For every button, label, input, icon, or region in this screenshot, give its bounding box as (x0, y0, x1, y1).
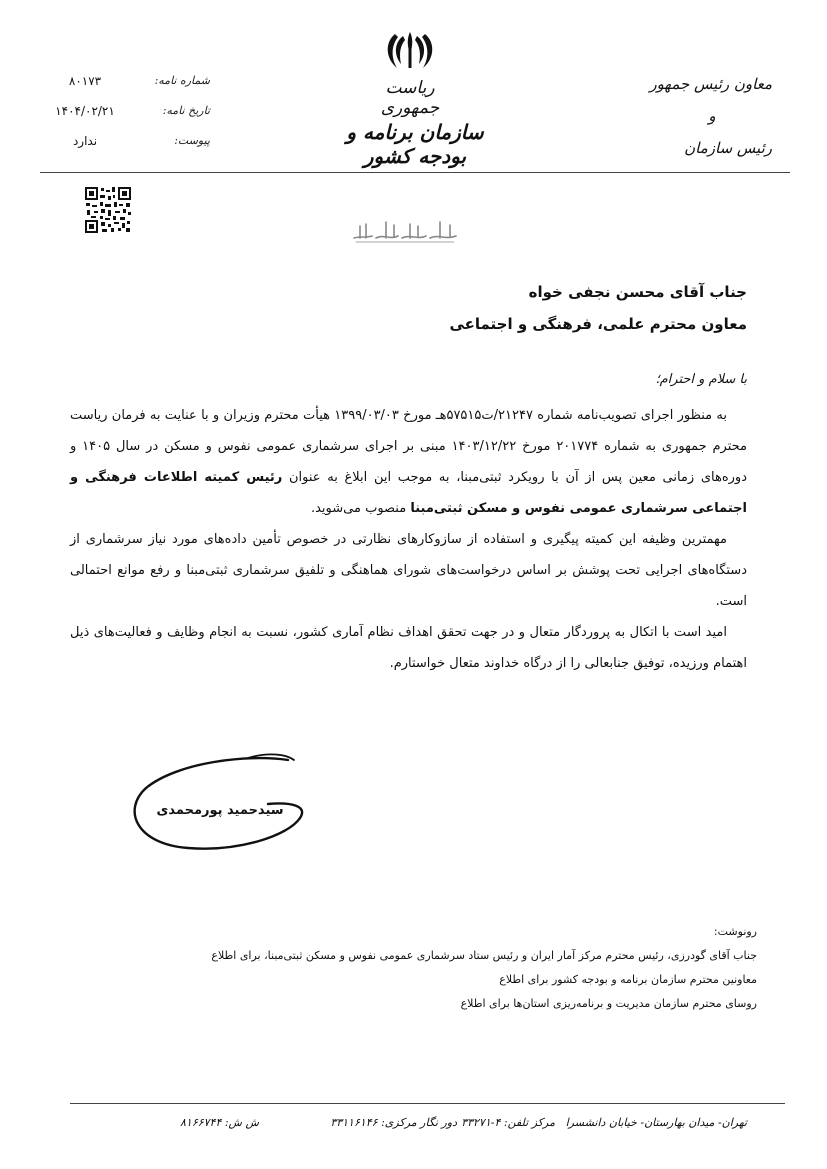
committee-title: رئیس کمیته اطلاعات فرهنگی و اجتماعی سرشماری عمومی نفوس و مسکن ثبتی‌مبنا (70, 470, 747, 516)
signatory-name: سیدحمید پورمحمدی (156, 803, 284, 818)
cc-item: جناب آقای گودرزی، رئیس محترم مرکز آمار ایران و رئیس ستاد سرشماری عمومی نفوس و مسکن ثبتی‌مبنا، برای اطلاع (211, 949, 757, 962)
sender-title (622, 68, 772, 164)
salutation: با سلام و احترام؛ (655, 372, 747, 387)
cc-item: روسای محترم سازمان مدیریت و برنامه‌ریزی استان‌ها برای اطلاع (460, 997, 757, 1010)
letter-number-label: شماره نامه: (154, 74, 210, 87)
cc-title: رونوشت: (713, 925, 757, 938)
addressee (449, 276, 747, 340)
footer-fax: دور نگار مرکزی: ۳۳۱۱۶۱۴۶ (330, 1116, 457, 1129)
footer-address: تهران- میدان بهارستان- خیابان دانشسرا (565, 1116, 747, 1129)
presidency-title: ریاست جمهوری (380, 78, 440, 118)
qr-code[interactable] (84, 186, 132, 234)
footer-phone: مرکز تلفن: ۴-۳۳۲۷۱ (461, 1116, 555, 1129)
addressee-name: جناب آقای محسن نجفی خواه (528, 283, 747, 301)
paragraph-3: امید است با اتکال به پروردگار متعال و در جهت تحقق اهداف نظام آماری کشور، نسبت به انجام وظایف و فعالیت‌های ذیل اهتمام ورزیده، توفیق جنابعالی را از درگاه خداوند متعال خواستارم. (70, 625, 747, 671)
iran-emblem-icon (383, 28, 437, 72)
attachment-row (50, 134, 210, 154)
paragraph-1-text: به منظور اجرای تصویب‌نامه شماره ۲۱۲۴۷/ت۵۷۵۱۵هـ مورخ ۱۳۹۹/۰۳/۰۳ هیأت محترم وزیران و با عنایت به فرمان ریاست محترم جمهوری به شماره ۲۰۱۷۷۴ مورخ ۱۴۰۳/۱۲/۲۲ مبنی بر اجرای سرشماری عمومی نفوس و مسکن در سال ۱۴۰۵ و دوره‌های زمانی معین پس از آن با رویکرد ثبتی‌مبنا، به موجب این ابلاغ به عنوان (70, 408, 747, 485)
paragraph-1 (70, 400, 747, 524)
letter-number-row (50, 74, 210, 94)
letter-number: ۸۰۱۷۳ (68, 74, 102, 88)
sender-and: و (708, 107, 716, 125)
organization-title: سازمان برنامه و بودجه کشور (346, 120, 484, 168)
letter-date: ۱۴۰۴/۰۲/۲۱ (55, 104, 115, 118)
attachment-label: پیوست: (174, 134, 210, 147)
footer-postal: ش ش: ۸۱۶۶۷۴۴ (180, 1116, 259, 1129)
addressee-title: معاون محترم علمی، فرهنگی و اجتماعی (449, 315, 747, 333)
attachment-value: ندارد (72, 134, 98, 148)
letter-date-row (50, 104, 210, 124)
paragraph-2: مهمترین وظیفه این کمیته پیگیری و استفاده از سازوکارهای نظارتی در خصوص تأمین داده‌های مورد نیاز سرشماری از دستگاه‌های اجرایی تحت پوشش بر اساس درخواست‌های شورای هماهنگی و تلفیق سرشماری ثبتی‌مبنا و رفع موانع احتمالی است. (70, 532, 747, 609)
sender-line-2: رئیس سازمان (684, 139, 772, 157)
paragraph-1-end: منصوب می‌شوید. (310, 501, 407, 516)
header-divider (40, 172, 790, 173)
cc-item: معاونین محترم سازمان برنامه و بودجه کشور برای اطلاع (499, 973, 757, 986)
sender-line-1: معاون رئیس جمهور (649, 75, 772, 93)
cc-section (211, 920, 757, 1016)
letter-date-label: تاریخ نامه: (162, 104, 210, 117)
footer-divider (70, 1103, 785, 1104)
letter-body (70, 400, 747, 679)
bismillah-calligraphy (350, 216, 460, 246)
